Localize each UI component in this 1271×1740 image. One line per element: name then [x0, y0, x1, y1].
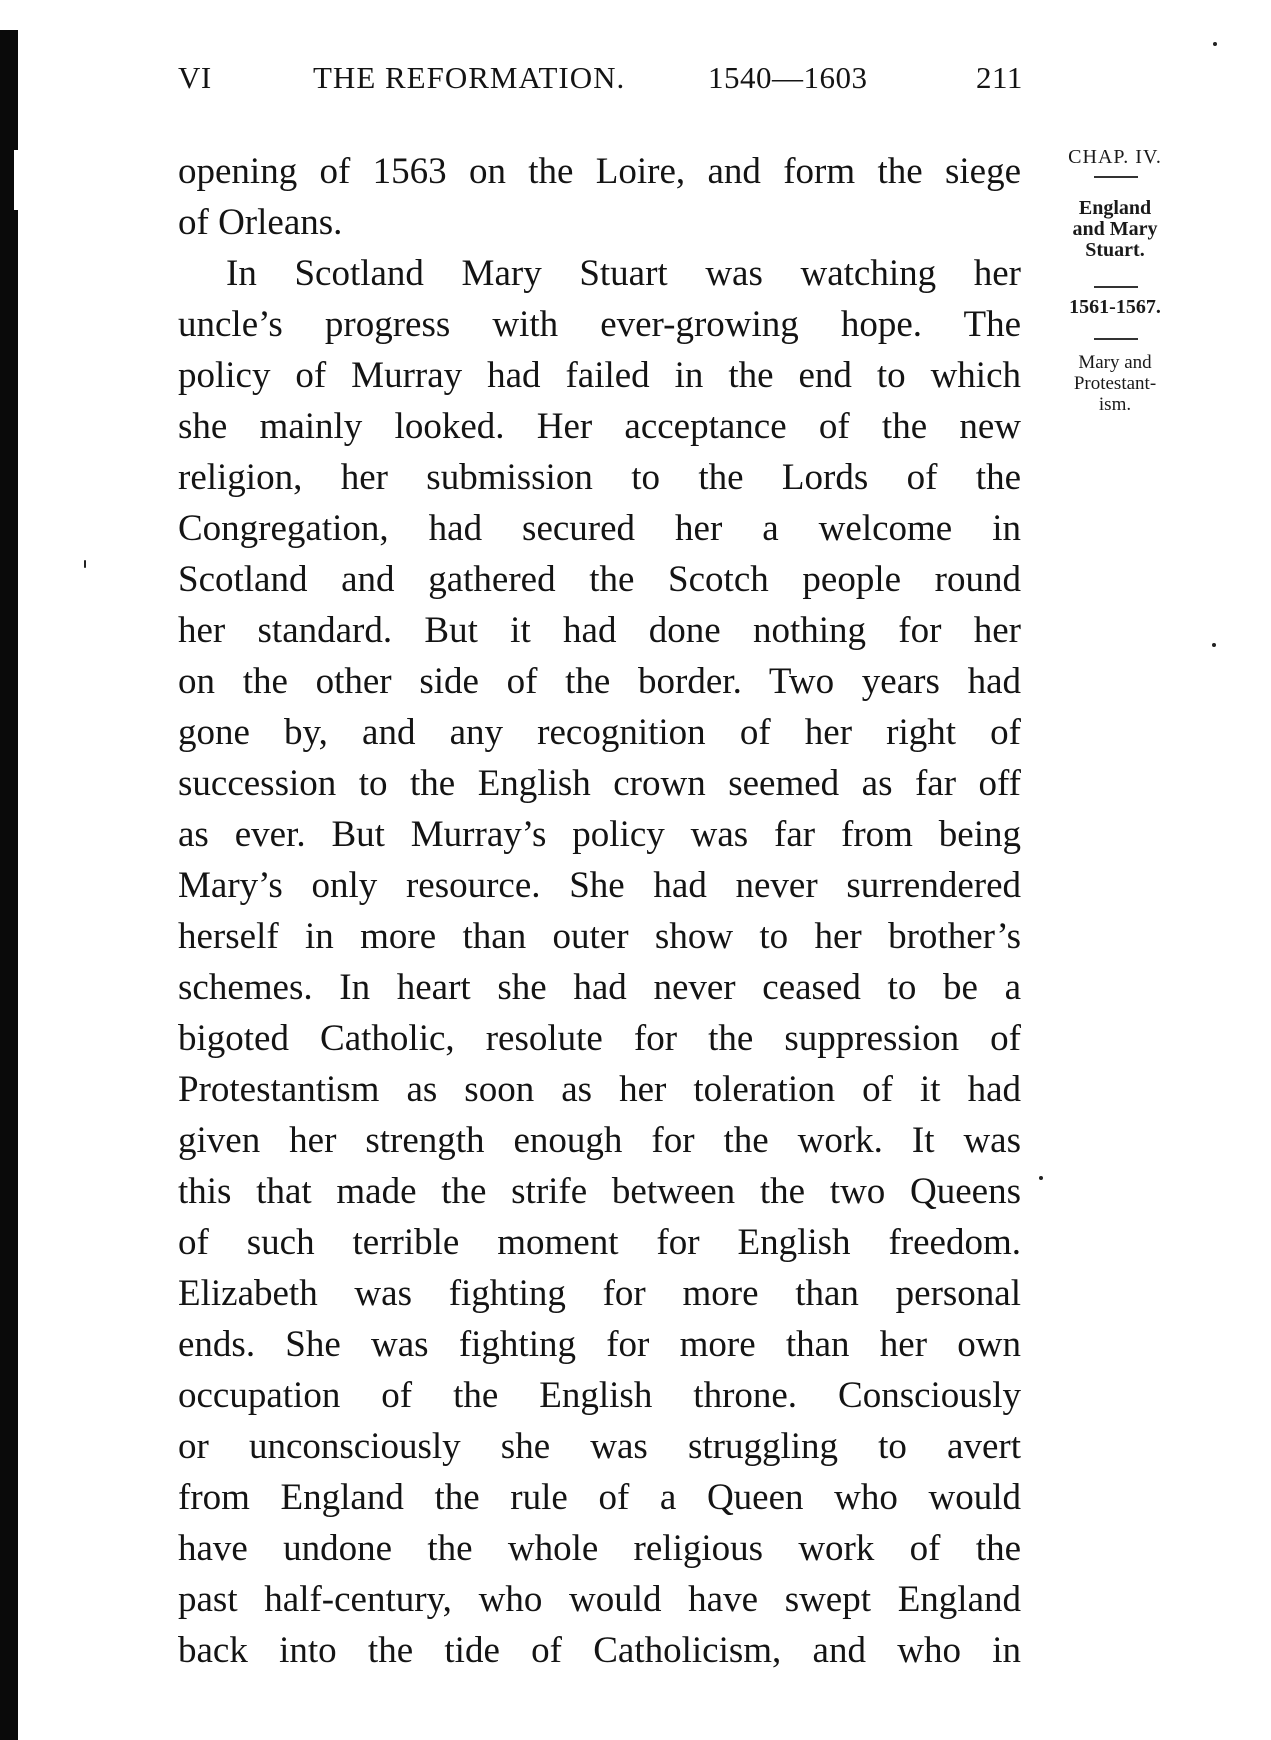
- text-line: as ever. But Murray’s policy was far from being: [178, 814, 1021, 855]
- header-chapter-number: VI: [178, 60, 212, 95]
- speck-mark: [84, 560, 86, 568]
- text-line: Protestantism as soon as her toleration of it had: [178, 1069, 1021, 1110]
- text-line: given her strength enough for the work. It was: [178, 1120, 1021, 1161]
- text-line: opening of 1563 on the Loire, and form the siege: [178, 151, 1021, 192]
- text-line: past half-century, who would have swept England: [178, 1579, 1021, 1620]
- text-line: Elizabeth was fighting for more than personal: [178, 1273, 1021, 1314]
- text-line: In Scotland Mary Stuart was watching her: [226, 253, 1021, 294]
- text-line: her standard. But it had done nothing for her: [178, 610, 1021, 651]
- margin-subtopic-note: [1044, 352, 1186, 415]
- text-line: succession to the English crown seemed as far off: [178, 763, 1021, 804]
- header-title: THE REFORMATION.: [313, 60, 626, 95]
- text-line: from England the rule of a Queen who would: [178, 1477, 1021, 1518]
- text-line: or unconsciously she was struggling to avert: [178, 1426, 1021, 1467]
- header-dates: 1540—1603: [708, 60, 868, 95]
- running-header: [178, 60, 1038, 100]
- body-text: [178, 146, 1021, 1676]
- text-line: Mary’s only resource. She had never surrendered: [178, 865, 1021, 906]
- margin-topic-line: England: [1078, 197, 1152, 219]
- text-line: she mainly looked. Her acceptance of the new: [178, 406, 1021, 447]
- text-line: ends. She was fighting for more than her own: [178, 1324, 1021, 1365]
- margin-subtopic-line: Mary and: [1078, 352, 1152, 373]
- text-line: religion, her submission to the Lords of the: [178, 457, 1021, 498]
- speck-mark: [1213, 42, 1217, 46]
- text-line: Scotland and gathered the Scotch people round: [178, 559, 1021, 600]
- page-binding-shadow: [0, 30, 18, 1740]
- text-line: have undone the whole religious work of the: [178, 1528, 1021, 1569]
- margin-rule: [1094, 176, 1138, 178]
- text-line: policy of Murray had failed in the end to which: [178, 355, 1021, 396]
- text-line: back into the tide of Catholicism, and who in: [178, 1630, 1021, 1671]
- speck-mark: [1039, 1176, 1043, 1180]
- text-line: on the other side of the border. Two years had: [178, 661, 1021, 702]
- text-line: Congregation, had secured her a welcome in: [178, 508, 1021, 549]
- text-line: occupation of the English throne. Consciously: [178, 1375, 1021, 1416]
- margin-years-note: 1561-1567.: [1069, 296, 1161, 318]
- text-line: uncle’s progress with ever-growing hope. The: [178, 304, 1021, 345]
- margin-topic-note: [1044, 198, 1186, 261]
- margin-topic-line: and Mary: [1072, 218, 1158, 240]
- speck-mark: [1212, 643, 1216, 647]
- text-line: herself in more than outer show to her brother’s: [178, 916, 1021, 957]
- page-number: 211: [976, 60, 1023, 95]
- text-line: of such terrible moment for English freedom.: [178, 1222, 1021, 1263]
- margin-subtopic-line: Protestant-: [1073, 373, 1157, 394]
- margin-rule: [1094, 286, 1138, 288]
- text-line: bigoted Catholic, resolute for the suppression of: [178, 1018, 1021, 1059]
- margin-topic-line: Stuart.: [1085, 239, 1145, 261]
- text-line: gone by, and any recognition of her right of: [178, 712, 1021, 753]
- text-line: this that made the strife between the two Queens: [178, 1171, 1021, 1212]
- text-line: schemes. In heart she had never ceased to be a: [178, 967, 1021, 1008]
- text-line: of Orleans.: [178, 202, 343, 243]
- margin-rule: [1094, 338, 1138, 340]
- margin-chapter-label: CHAP. IV.: [1068, 146, 1162, 168]
- margin-subtopic-line: ism.: [1098, 394, 1132, 415]
- binding-notch: [14, 150, 20, 210]
